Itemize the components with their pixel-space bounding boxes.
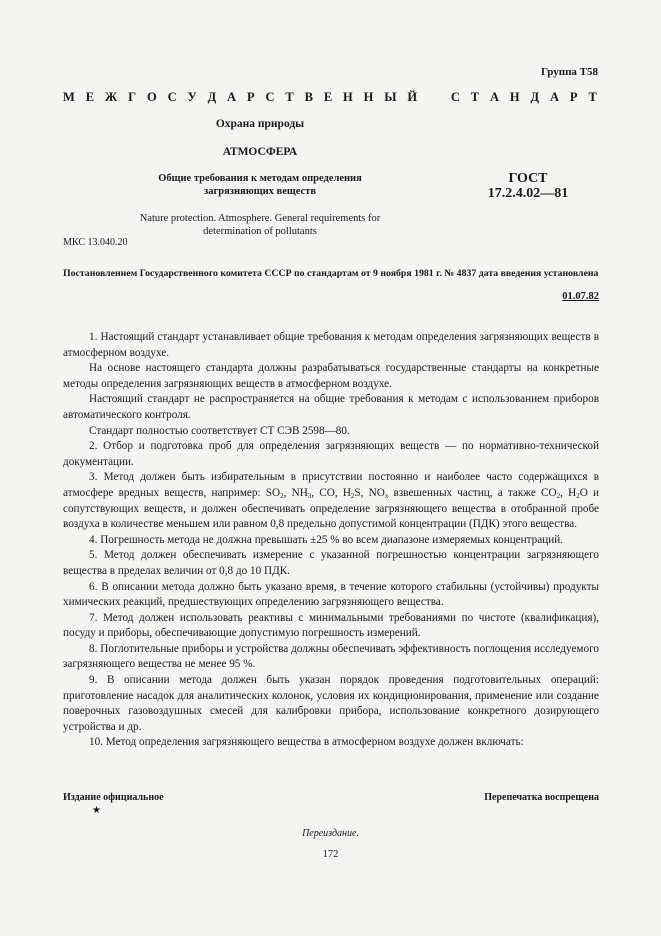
page-number: 172 (322, 849, 339, 860)
header-letter: С (167, 90, 177, 104)
gost-number (478, 171, 578, 201)
header-letter: Н (509, 90, 520, 104)
paragraph: 2. Отбор и подготовка проб для определения загрязняющих веществ — по нормативно-технической документации. (63, 440, 599, 468)
header-letter: О (146, 90, 157, 104)
gost-label: ГОСТ (508, 171, 548, 186)
header-letter: А (227, 90, 237, 104)
header-letter: М (63, 90, 75, 104)
paragraph: На основе настоящего стандарта должны разрабатываться государственные стандарты на конкретные методы определения загрязняющих веществ в атмосферном воздухе. (63, 362, 599, 390)
official-edition-label: Издание официальное (63, 792, 164, 803)
header-letter: В (304, 90, 313, 104)
paragraph: 7. Метод должен использовать реактивы с минимальными требованиями по чистоте (квалификация), посуду и приборы, обеспечивающие допустимую погрешность измерений. (63, 611, 599, 640)
header-letter: Д (530, 90, 540, 104)
title-requirements: Общие требования к методам определения загрязняющих веществ (158, 173, 362, 197)
paragraph: 3. Метод должен быть избирательным в присутствии постоянно и наиболее часто содержащихся в атмосфере вредных веществ, например: $SO_2$, $NH_3$, CO, $H_2S$, $NO_x$ взвешенных частиц, а также $CO_2$, $H_2O$ и сопутствующих веществ, и должен обеспечивать определение загрязняющего вещества в отобранной пробе воздуха в количестве меньшем или равном 0,8 предельно допустимой концентрации (ПДК) этого вещества. (63, 471, 599, 531)
header-letter: У (187, 90, 197, 104)
paragraph: 9. В описании метода должен быть указан порядок проведения подготовительных операций: приготовление насадок для аналитических колонок, условия их кондиционирования, применение или создание поверочных газовоздушных смесей для калибровки прибора, использование конкретного дозирующего устройства и др. (63, 674, 599, 733)
gost-code: 17.2.4.02—81 (487, 186, 569, 201)
header-letter: Р (246, 90, 255, 104)
header-letter: Г (128, 90, 137, 104)
paragraph: Настоящий стандарт не распространяется на общие требования к методам с использованием приборов автоматического контроля. (63, 393, 599, 421)
header-letter: С (265, 90, 275, 104)
header-letter: С (450, 90, 460, 104)
header-letter: Ы (384, 90, 397, 104)
mks-code: МКС 13.040.20 (63, 237, 128, 248)
paragraph: 5. Метод должен обеспечивать измерение с указанной погрешностью концентрации загрязняющего вещества в пределах величин от 0,8 до 10 ПДК. (63, 549, 599, 577)
header-letter: А (490, 90, 500, 104)
header-letter: Н (343, 90, 353, 104)
paragraph: Стандарт полностью соответствует СТ СЭВ 2598—80. (89, 424, 350, 437)
body-text (63, 330, 599, 751)
standard-header (63, 90, 597, 105)
english-title: Nature protection. Atmosphere. General requirements for determination of pollutants (139, 213, 381, 237)
header-letter: Т (588, 90, 597, 104)
decree-text: Постановлением Государственного комитета СССР по стандартам от 9 ноября 1981 г. № 4837 дата введения установлена (63, 268, 599, 279)
header-gap (428, 90, 440, 105)
header-letter: Й (407, 90, 418, 104)
title-atmosphere: АТМОСФЕРА (222, 146, 298, 158)
header-letter: Ж (104, 90, 118, 104)
header-letter: Т (470, 90, 480, 104)
paragraph: 4. Погрешность метода не должна превышать ±25 % во всем диапазоне измеряемых концентраций. (89, 533, 563, 546)
title-nature-protection: Охрана природы (215, 118, 305, 130)
header-letter: Е (85, 90, 95, 104)
group-label: Группа Т58 (540, 66, 598, 78)
reprint-prohibited-label: Перепечатка воспрещена (484, 792, 599, 803)
header-letter: Е (323, 90, 333, 104)
header-letter: А (550, 90, 560, 104)
star-icon: ★ (92, 805, 101, 816)
reissue-note: Переиздание. (302, 828, 359, 839)
paragraph: 8. Поглотительные приборы и устройства должны обеспечивать эффективность поглощения исследуемого загрязняющего вещества не менее 95 %. (63, 642, 599, 671)
header-letter: Д (207, 90, 217, 104)
paragraph: 1. Настоящий стандарт устанавливает общие требования к методам определения загрязняющих веществ в атмосферном воздухе. (63, 331, 599, 359)
header-letter: Р (569, 90, 578, 104)
paragraph: 6. В описании метода должно быть указано время, в течение которого стабильны (устойчивы) продукты химических реакций, предшествующих определению загрязняющего вещества. (63, 580, 599, 609)
introduction-date: 01.07.82 (562, 291, 599, 302)
header-letter: Н (363, 90, 374, 104)
header-letter: Т (285, 90, 294, 104)
paragraph: 10. Метод определения загрязняющего вещества в атмосферном воздухе должен включать: (89, 736, 524, 749)
